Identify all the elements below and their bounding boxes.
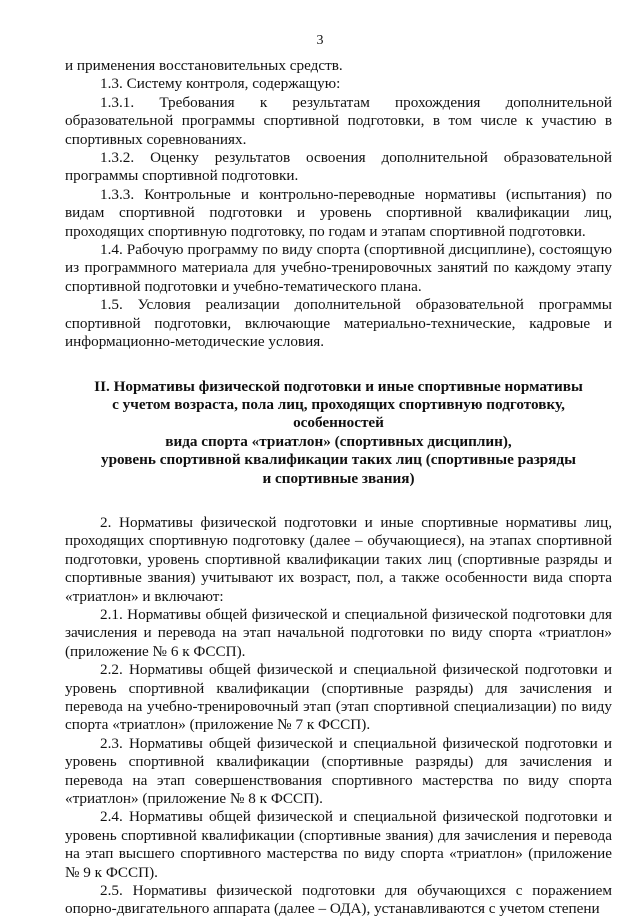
paragraph-1-3-3: 1.3.3. Контрольные и контрольно-переводные нормативы (испытания) по видам спортивной подготовки и уровень спортивной квалификации лиц, проходящих спортивную подготовку, по годам и этапам спортивной подготовки.	[65, 185, 612, 240]
paragraph-2-4: 2.4. Нормативы общей физической и специальной физической подготовки и уровень спортивной квалификации (спортивные звания) для зачисления и перевода на этап высшего спортивного мастерства по виду спорта «триатлон» (приложение № 9 к ФССП).	[65, 808, 612, 881]
section-heading-line: II. Нормативы физической подготовки и иные спортивные нормативы	[94, 377, 583, 395]
paragraph-2-1: 2.1. Нормативы общей физической и специальной физической подготовки для зачисления и перевода на этап начальной подготовки по виду спорта «триатлон» (приложение № 6 к ФССП).	[65, 605, 612, 660]
document-body	[65, 57, 612, 919]
paragraph-1-3: 1.3. Систему контроля, содержащую:	[100, 75, 341, 93]
section-heading	[65, 378, 612, 488]
paragraph-1-3-1: 1.3.1. Требования к результатам прохождения дополнительной образовательной программы спортивной подготовки, в том числе к участию в спортивных соревнованиях.	[65, 93, 612, 148]
page-number: 3	[316, 33, 324, 48]
section-heading-line: вида спорта «триатлон» (спортивных дисциплин),	[165, 432, 512, 450]
paragraph-2-5: 2.5. Нормативы физической подготовки для обучающихся с поражением опорно-двигательного аппарата (далее – ОДА), устанавливаются с учетом степени	[65, 882, 612, 918]
paragraph-2: 2. Нормативы физической подготовки и иные спортивные нормативы лиц, проходящих спортивную подготовку (далее – обучающиеся), на этапах спортивной подготовки, уровень спортивной квалификации таких лиц (спортивные разряды и спортивные звания) учитывают их возраст, пол, а также особенности вида спорта «триатлон» и включают:	[65, 513, 612, 605]
paragraph-1-4: 1.4. Рабочую программу по виду спорта (спортивной дисциплине), состоящую из программного материала для учебно-тренировочных занятий по каждому этапу спортивной подготовки и учебно-тематического плана.	[65, 241, 612, 295]
paragraph-1-3-2: 1.3.2. Оценку результатов освоения дополнительной образовательной программы спортивной подготовки.	[65, 149, 612, 185]
paragraph-1-5: 1.5. Условия реализации дополнительной образовательной программы спортивной подготовки, включающие материально-технические, кадровые и информационно-методические условия.	[65, 296, 612, 351]
paragraph-2-3: 2.3. Нормативы общей физической и специальной физической подготовки и уровень спортивной квалификации (спортивные разряды) для зачисления и перевода на этап совершенствования спортивного мастерства по виду спорта «триатлон» (приложение № 8 к ФССП).	[65, 734, 612, 808]
section-heading-line: и спортивные звания)	[262, 469, 415, 487]
paragraph-2-2: 2.2. Нормативы общей физической и специальной физической подготовки и уровень спортивной квалификации (спортивные разряды) для зачисления и перевода на учебно-тренировочный этап (этап спортивной специализации) по виду спорта «триатлон» (приложение № 7 к ФССП).	[65, 661, 612, 734]
section-heading-line: уровень спортивной квалификации таких лиц (спортивные разряды	[100, 451, 577, 469]
section-heading-line: с учетом возраста, пола лиц, проходящих спортивную подготовку, особенностей	[112, 395, 565, 432]
paragraph-continuation: и применения восстановительных средств.	[65, 57, 343, 74]
